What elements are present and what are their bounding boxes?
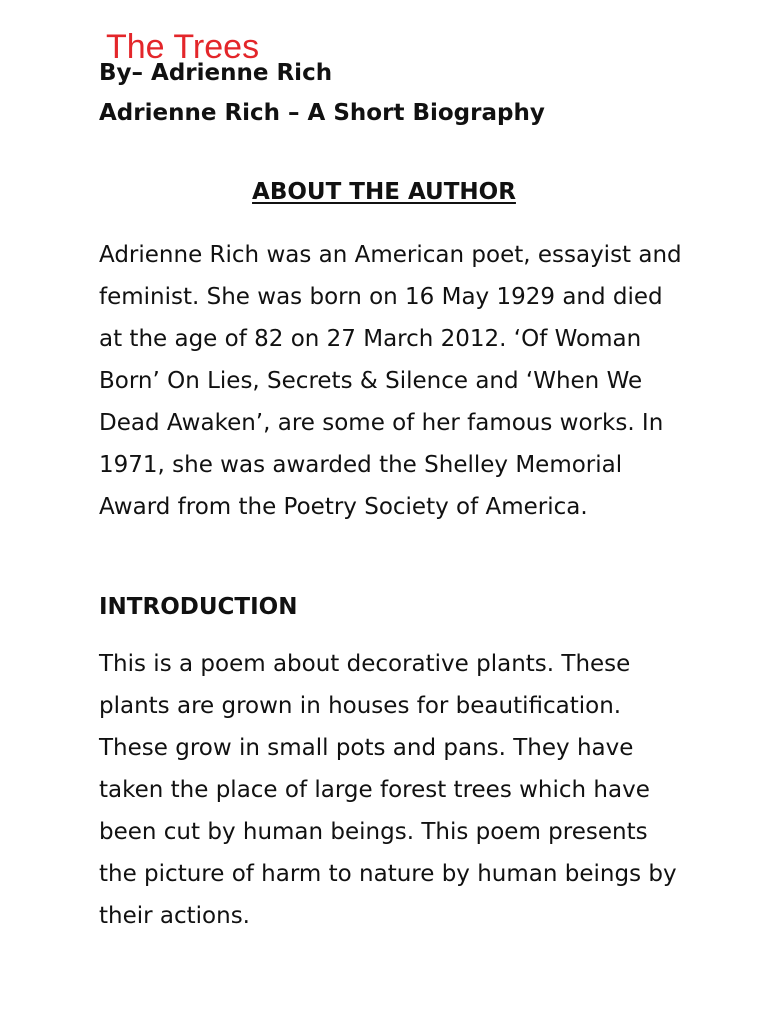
introduction-paragraph: This is a poem about decorative plants. These plants are grown in houses for beautification. These grow in small pots and pans. They have taken the place of large forest trees which have been cut by human beings. This poem presents the picture of harm to nature by human beings by their actions. <box>99 651 677 929</box>
introduction-heading: INTRODUCTION <box>99 594 298 620</box>
overlay-title: The Trees <box>106 28 260 66</box>
author-byline: By– Adrienne Rich <box>99 60 333 86</box>
about-author-heading: ABOUT THE AUTHOR <box>252 179 516 205</box>
about-author-paragraph: Adrienne Rich was an American poet, essayist and feminist. She was born on 16 May 1929 and died at the age of 82 on 27 March 2012. ‘Of Woman Born’ On Lies, Secrets & Silence and ‘When We Dead Awaken’, are some of her famous works. In 1971, she was awarded the Shelley Memorial Award from the Poetry Society of America. <box>99 242 682 520</box>
biography-title: Adrienne Rich – A Short Biography <box>99 100 545 126</box>
